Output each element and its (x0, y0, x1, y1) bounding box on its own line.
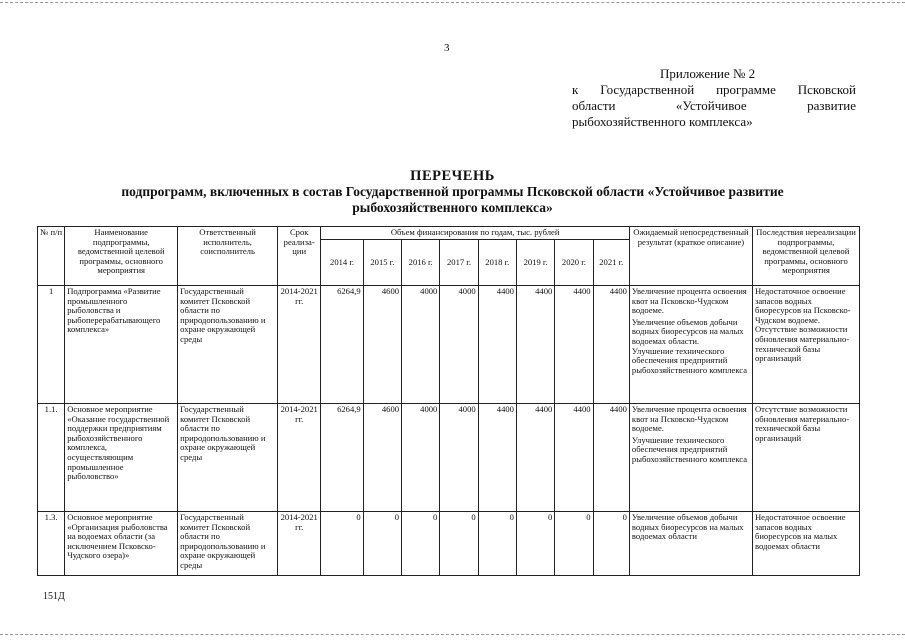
row-value: 0 (593, 512, 629, 576)
row-executor: Государственный комитет Псковской области по природопользованию и охране окружающей среды (178, 512, 278, 576)
row-value: 0 (555, 512, 593, 576)
appendix-line-2: области «Устойчивое развитие (572, 98, 856, 113)
row-value: 4000 (440, 404, 478, 512)
consequence-item: Недостаточное освоение запасов водных биоресурсов на малых водоемах области (754, 512, 846, 551)
appendix-note (572, 66, 856, 130)
row-value: 4000 (440, 286, 478, 404)
row-value: 4400 (555, 404, 593, 512)
header-row-1 (38, 227, 860, 240)
row-value: 0 (478, 512, 516, 576)
row-value: 4600 (363, 404, 401, 512)
result-item: Увеличение объемов добычи водных биоресурсов на малых водоемах области (631, 512, 744, 542)
row-result (629, 286, 752, 404)
row-value: 4400 (593, 286, 629, 404)
scan-edge-top (0, 2, 905, 3)
row-consequences (752, 286, 859, 404)
row-executor: Государственный комитет Псковской области по природопользованию и охране окружающей среды (178, 286, 278, 404)
footer-code: 151Д (43, 591, 65, 602)
header-year: 2016 г. (402, 240, 440, 286)
appendix-line-1: к Государственной программе Псковской (572, 82, 856, 97)
heading-subtitle-line-2: рыбохозяйственного комплекса» (352, 200, 553, 215)
subprograms-table (37, 226, 860, 576)
consequence-item: Недостаточное освоение запасов водных биоресурсов на Псковско-Чудском водоеме. (754, 286, 851, 325)
header-year: 2019 г. (516, 240, 554, 286)
row-result (629, 404, 752, 512)
heading-subtitle-line-1: подпрограмм, включенных в состав Государственной программы Псковской области «Устойчивое развитие (121, 184, 784, 199)
row-value: 4400 (593, 404, 629, 512)
row-value: 4000 (402, 404, 440, 512)
row-value: 6264,9 (321, 286, 363, 404)
row-value: 0 (440, 512, 478, 576)
row-value: 4000 (402, 286, 440, 404)
header-name: Наименование подпрограммы, ведомственной целевой программы, основного мероприятия (65, 227, 178, 286)
appendix-line-3: рыбохозяйственного комплекса» (572, 114, 753, 129)
header-result: Ожидаемый непосредственный результат (краткое описание) (629, 227, 752, 286)
consequence-item: Отсутствие возможности обновления материально-технической базы организаций (754, 324, 850, 364)
row-value: 0 (321, 512, 363, 576)
result-item: Увеличение объемов добычи водных биоресурсов на малых водоемах области. (631, 316, 744, 346)
header-year: 2020 г. (555, 240, 593, 286)
scan-edge-bottom (0, 634, 905, 635)
row-name: Подпрограмма «Развитие промышленного рыболовства и рыбоперерабатывающего комплекса» (65, 286, 178, 404)
row-term: 2014-2021 гг. (278, 404, 321, 512)
row-num: 1.3. (38, 512, 65, 576)
row-value: 4600 (363, 286, 401, 404)
row-value: 6264,9 (321, 404, 363, 512)
row-num: 1.1. (38, 404, 65, 512)
row-num: 1 (38, 286, 65, 404)
row-consequences (752, 404, 859, 512)
row-value: 0 (516, 512, 554, 576)
header-year: 2021 г. (593, 240, 629, 286)
result-item: Увеличение процента освоения квот на Псковско-Чудском водоеме. (631, 286, 747, 316)
row-value: 4400 (516, 404, 554, 512)
document-heading (60, 168, 845, 216)
result-item: Улучшение технического обеспечения предприятий рыбохозяйственного комплекса (631, 345, 748, 375)
row-executor: Государственный комитет Псковской области по природопользованию и охране окружающей среды (178, 404, 278, 512)
heading-title: ПЕРЕЧЕНЬ (410, 168, 495, 184)
row-value: 0 (363, 512, 401, 576)
page-number: 3 (444, 42, 450, 54)
header-executor: Ответственный исполнитель, соисполнитель (178, 227, 278, 286)
row-result (629, 512, 752, 576)
table-row (38, 404, 860, 512)
header-funding: Объем финансирования по годам, тыс. рублей (321, 227, 630, 240)
header-year: 2017 г. (440, 240, 478, 286)
header-num: № п/п (38, 227, 65, 286)
header-consequences: Последствия нереализации подпрограммы, ведомственной целевой программы, основного мероприятия (752, 227, 859, 286)
row-value: 4400 (478, 404, 516, 512)
appendix-title: Приложение № 2 (660, 66, 756, 81)
row-name: Основное мероприятие «Организация рыболовства на водоемах области (за исключением Псковско-Чудского озера)» (65, 512, 178, 576)
header-year: 2018 г. (478, 240, 516, 286)
consequence-item: Отсутствие возможности обновления материально-технической базы организаций (754, 404, 850, 443)
row-term: 2014-2021 гг. (278, 286, 321, 404)
table-row (38, 512, 860, 576)
header-year: 2014 г. (321, 240, 363, 286)
table-row (38, 286, 860, 404)
result-item: Улучшение технического обеспечения предприятий рыбохозяйственного комплекса (631, 434, 748, 464)
row-value: 4400 (555, 286, 593, 404)
result-item: Увеличение процента освоения квот на Псковско-Чудском водоеме. (631, 404, 747, 434)
header-year: 2015 г. (363, 240, 401, 286)
header-term: Срок реализа-ции (278, 227, 321, 286)
row-consequences (752, 512, 859, 576)
row-value: 0 (402, 512, 440, 576)
row-name: Основное мероприятие «Оказание государственной поддержки предприятиям рыбохозяйственного комплекса, осуществляющим промышленное рыболовство» (65, 404, 178, 512)
row-value: 4400 (516, 286, 554, 404)
row-term: 2014-2021 гг. (278, 512, 321, 576)
row-value: 4400 (478, 286, 516, 404)
